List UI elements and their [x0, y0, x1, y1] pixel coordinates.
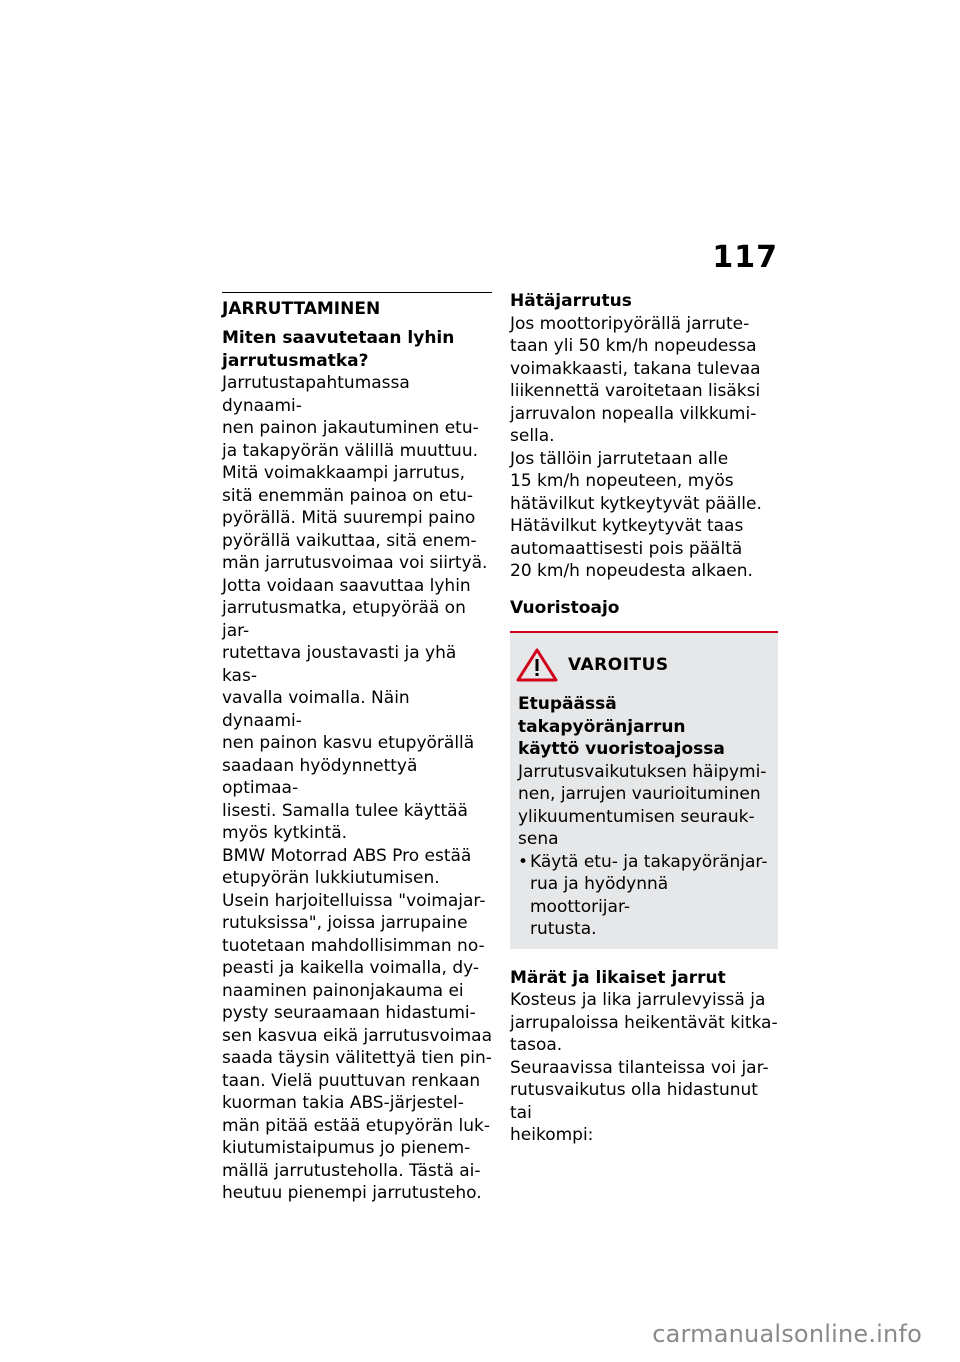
warning-header — [516, 645, 770, 685]
shortest-braking-body: Jarrutustapahtumassa dynaami- nen painon jakautuminen etu- ja takapyörän välillä muuttuu. Mitä voimakkaampi jarrutus, sitä enemmän painoa on etu- pyörällä. Mitä suurempi paino pyörällä vaikuttaa, sitä enem- män jarrutusvoimaa voi siirtyä. Jotta voidaan saavuttaa lyhin jarrutusmatka, etupyörää on jar- rutettava joustavasti ja yhä kas- vavalla voimalla. Näin dynaami- nen painon kasvu etupyörällä saadaan hyödynnettyä optimaa- lisesti. Samalla tulee käyttää myös kytkintä. BMW Motorrad ABS Pro estää etupyörän lukkiutumisen. Usein harjoitelluissa "voimajar- rutuksissa", joissa jarrupaine tuotetaan mahdollisimman no- peasti ja kaikella voimalla, dy- naaminen painonjakauma ei pysty seuraamaan hidastumi- sen kasvua eikä jarrutusvoimaa saada täysin välitettyä tien pin- taan. Vielä puuttuvan renkaan kuorman takia ABS-järjestel- män pitää estää etupyörän luk- kiutumistaipumus jo pienem- mällä jarrutusteholla. Tästä ai- heutuu pienempi jarrutusteho. — [222, 373, 492, 1203]
right-column — [510, 290, 778, 1147]
shortest-braking-heading: Miten saavutetaan lyhin jarrutusmatka? — [222, 328, 455, 371]
warning-label: VAROITUS — [568, 655, 669, 675]
page-number: 117 — [712, 240, 778, 275]
warning-box — [510, 631, 778, 949]
emergency-braking-heading: Hätäjarrutus — [510, 291, 632, 311]
emergency-braking-body: Jos moottoripyörällä jarrute- taan yli 50 km/h nopeudessa voimakkaasti, takana tulevaa liikennettä varoitetaan lisäksi jarruvalon nopealla vilkkumi- sella. Jos tällöin jarrutetaan alle 15 km/h nopeuteen, myös hätävilkut kytkeytyvät päälle. Hätävilkut kytkeytyvät taas automaattisesti pois päältä 20 km/h nopeudesta alkaen. — [510, 313, 762, 581]
wet-brakes-body: Kosteus ja lika jarrulevyissä ja jarrupaloissa heikentävät kitka- tasoa. Seuraavissa tilanteissa voi jar- rutusvaikutus olla hidastunut tai heikompi: — [510, 990, 778, 1145]
section-divider — [222, 292, 492, 293]
warning-triangle-icon — [516, 648, 558, 682]
wet-brakes-heading: Märät ja likaiset jarrut — [510, 967, 726, 988]
left-column — [222, 292, 492, 1205]
warning-bullet-text: Käytä etu- ja takapyöränjar- rua ja hyödynnä moottorijar- rutusta. — [530, 851, 768, 939]
warning-subheading: Etupäässä takapyöränjarrun käyttö vuoristoajossa — [518, 694, 725, 759]
warning-bullet — [518, 851, 770, 941]
bullet-icon: • — [518, 851, 529, 872]
warning-body: Jarrutusvaikutuksen häipymi- nen, jarrujen vaurioituminen ylikuumentumisen seurauk- sena — [518, 761, 767, 849]
watermark: carmanualsonline.info — [652, 1320, 922, 1348]
mountain-riding-heading: Vuoristoajo — [510, 597, 620, 618]
section-title: JARRUTTAMINEN — [222, 299, 381, 319]
